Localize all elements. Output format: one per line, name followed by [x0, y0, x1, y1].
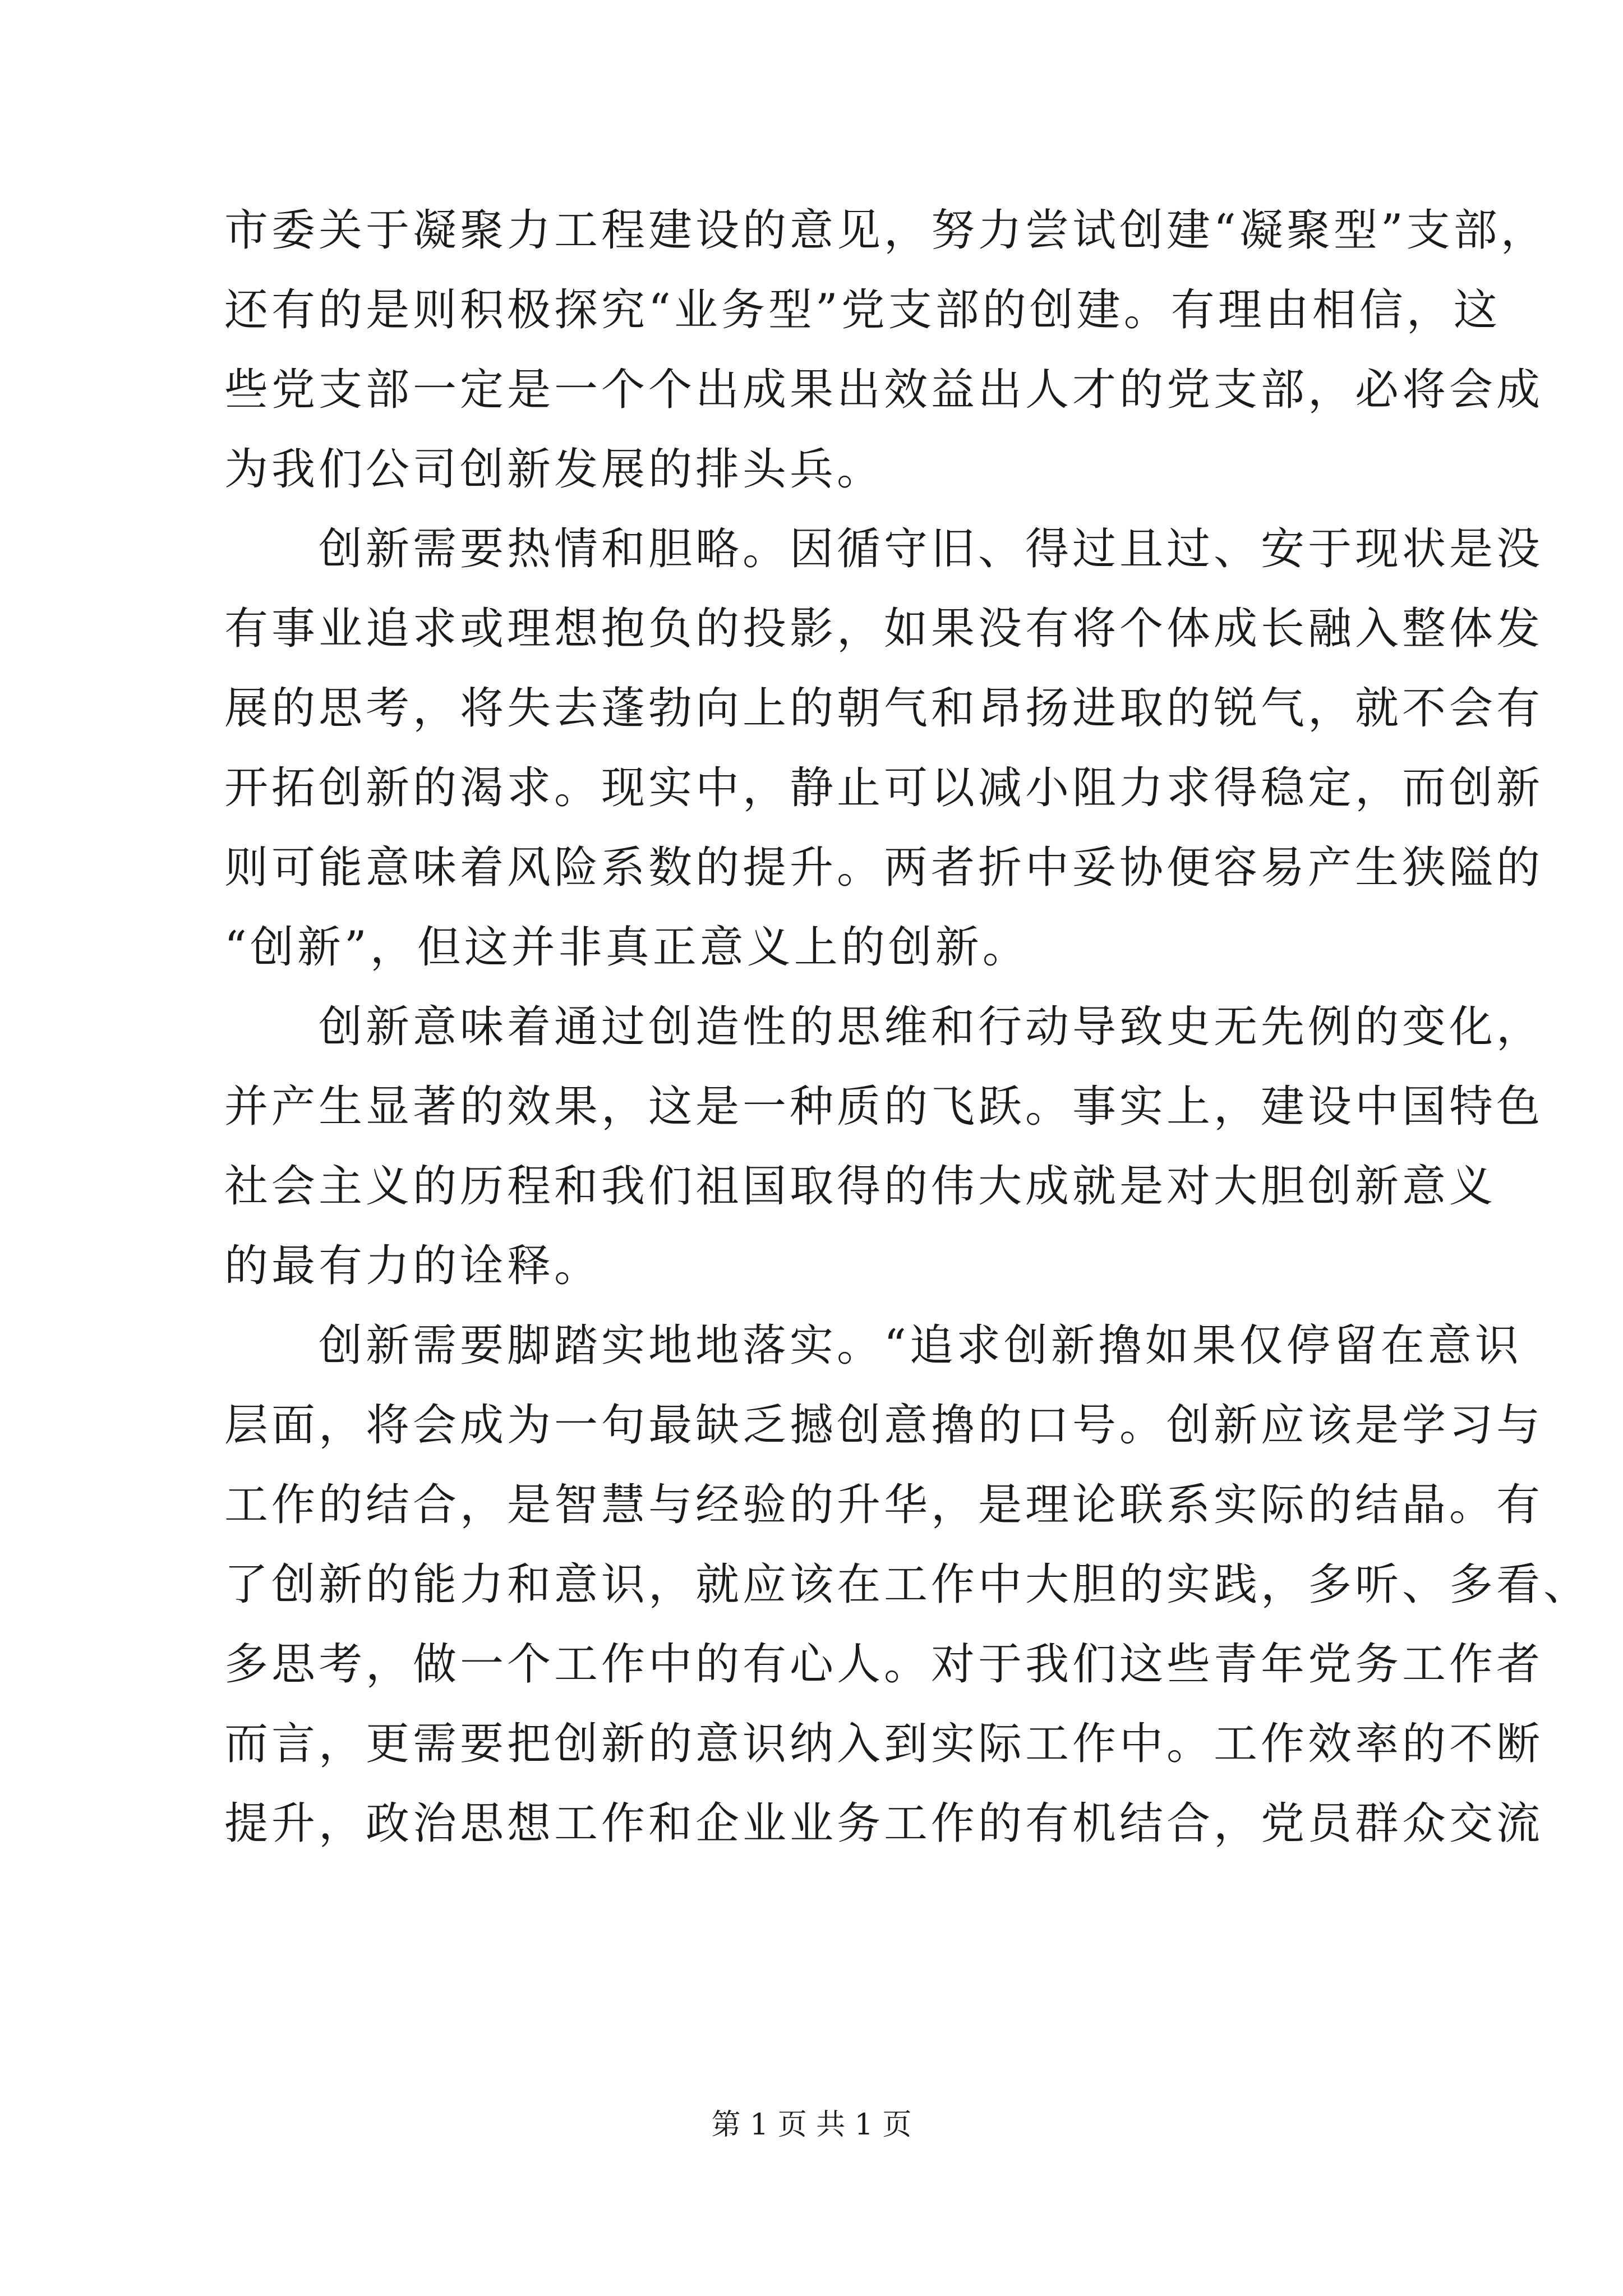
- text-line: 些党支部一定是一个个出成果出效益出人才的党支部，必将会成: [224, 365, 1544, 415]
- text-line: 还有的是则积极探究“业务型”党支部的创建。有理由相信，这: [224, 285, 1501, 335]
- text-line: 的最有力的诠释。: [224, 1241, 602, 1291]
- text-line: 了创新的能力和意识，就应该在工作中大胆的实践，多听、多看、: [224, 1559, 1591, 1610]
- text-line: 并产生显著的效果，这是一种质的飞跃。事实上，建设中国特色: [224, 1082, 1544, 1132]
- text-line: 提升，政治思想工作和企业业务工作的有机结合，党员群众交流: [224, 1798, 1544, 1849]
- text-line: 有事业追求或理想抱负的投影，如果没有将个体成长融入整体发: [224, 604, 1544, 654]
- document-body: [224, 191, 1591, 1864]
- text-line: 开拓创新的渴求。现实中，静止可以减小阻力求得稳定，而创新: [224, 763, 1544, 813]
- text-line: 而言，更需要把创新的意识纳入到实际工作中。工作效率的不断: [224, 1719, 1544, 1769]
- text-line: 创新意味着通过创造性的思维和行动导致史无先例的变化，: [224, 1002, 1544, 1052]
- page-footer: 第 1 页 共 1 页: [711, 2108, 912, 2142]
- text-line: 展的思考，将失去蓬勃向上的朝气和昂扬进取的锐气，就不会有: [224, 683, 1544, 734]
- text-line: 为我们公司创新发展的排头兵。: [224, 444, 884, 495]
- text-line: 社会主义的历程和我们祖国取得的伟大成就是对大胆创新意义: [224, 1161, 1497, 1212]
- text-line: 层面，将会成为一句最缺乏撼创意擼的口号。创新应该是学习与: [224, 1400, 1544, 1451]
- text-line: 创新需要脚踏实地地落实。“追求创新擼如果仅停留在意识: [224, 1320, 1522, 1371]
- text-line: 工作的结合，是智慧与经验的升华，是理论联系实际的结晶。有: [224, 1480, 1544, 1530]
- text-line: 创新需要热情和胆略。因循守旧、得过且过、安于现状是没: [224, 524, 1544, 574]
- text-line: 市委关于凝聚力工程建设的意见，努力尝试创建“凝聚型”支部，: [224, 205, 1548, 256]
- text-line: 多思考，做一个工作中的有心人。对于我们这些青年党务工作者: [224, 1639, 1544, 1690]
- text-line: “创新”，但这并非真正意义上的创新。: [224, 922, 1030, 973]
- text-line: 则可能意味着风险系数的提升。两者折中妥协便容易产生狭隘的: [224, 843, 1544, 893]
